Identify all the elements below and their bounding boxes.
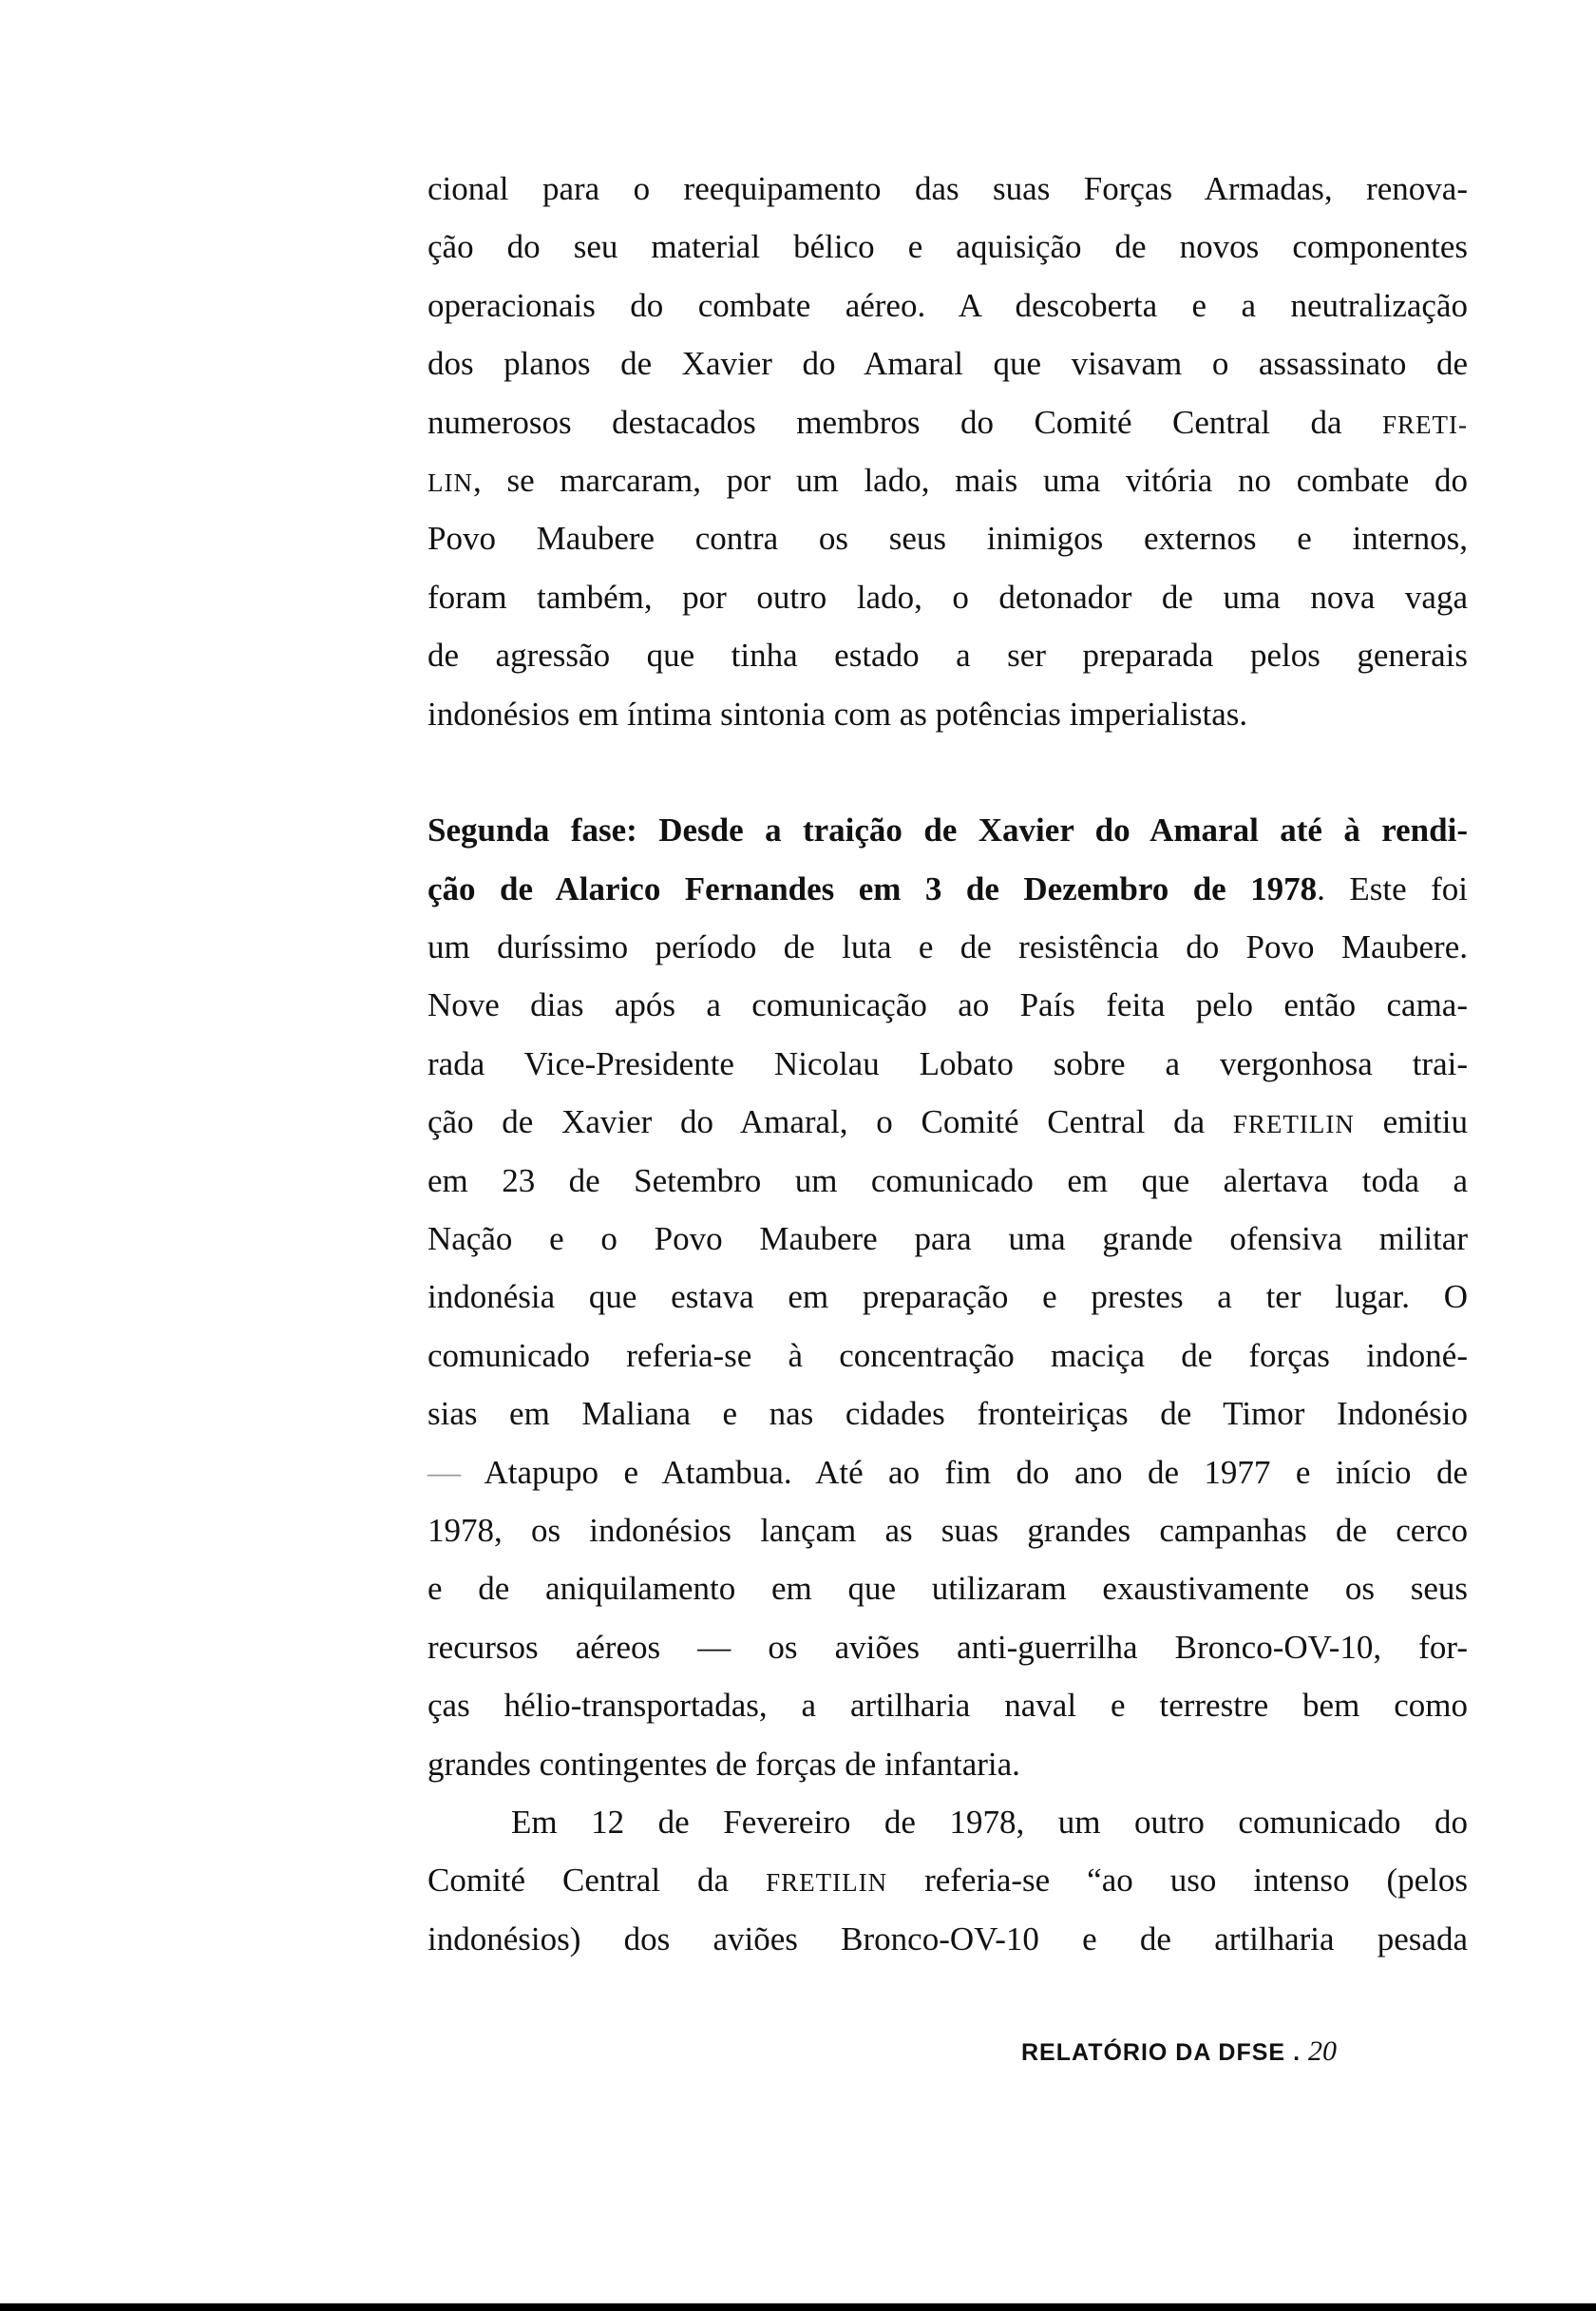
text-run: 1978, os indonésios lançam as suas grandes campanhas de cerco xyxy=(428,1511,1468,1549)
text-run: operacionais do combate aéreo. A descoberta e a neutralização xyxy=(428,286,1468,324)
text-line xyxy=(428,1793,1468,1851)
text-run: rada Vice-Presidente Nicolau Lobato sobre a vergonhosa trai- xyxy=(428,1044,1468,1082)
text-line xyxy=(428,1093,1468,1151)
text-run: foram também, por outro lado, o detonador de uma nova vaga xyxy=(428,578,1468,616)
text-run: . Este foi xyxy=(1317,869,1468,907)
text-line xyxy=(428,160,1468,218)
page-footer xyxy=(1021,2035,1337,2068)
text-run: Em 12 de Fevereiro de 1978, um outro comunicado do xyxy=(511,1803,1468,1841)
paragraph-gap xyxy=(428,743,1468,801)
text-line xyxy=(428,1152,1468,1210)
text-line xyxy=(428,685,1468,743)
paragraph xyxy=(428,1793,1468,1968)
text-line xyxy=(428,1035,1468,1093)
text-line xyxy=(428,1268,1468,1326)
text-line xyxy=(428,277,1468,334)
text-line xyxy=(428,801,1468,859)
footer-separator: . xyxy=(1293,2039,1302,2066)
small-caps-acronym: FRETILIN xyxy=(766,1868,888,1898)
text-run: ção de Xavier do Amaral, o Comité Central da xyxy=(428,1103,1233,1141)
text-line xyxy=(428,568,1468,626)
text-run: numerosos destacados membros do Comité Central da xyxy=(428,403,1382,441)
text-run: comunicado referia-se à concentração maciça de forças indoné- xyxy=(428,1336,1468,1374)
small-caps-acronym: FRETILIN xyxy=(1232,1110,1355,1139)
text-line xyxy=(428,334,1468,392)
bold-heading-text: Segunda fase: Desde a traição de Xavier do Amaral até à rendi- xyxy=(428,812,1468,850)
text-run: , se marcaram, por um lado, mais uma vitória no combate do xyxy=(472,461,1468,499)
text-run: Povo Maubere contra os seus inimigos externos e internos, xyxy=(428,520,1468,558)
text-line xyxy=(428,1501,1468,1559)
text-run: sias em Maliana e nas cidades fronteiriças de Timor Indonésio xyxy=(428,1395,1468,1433)
text-line xyxy=(428,1676,1468,1734)
text-run: em 23 de Setembro um comunicado em que alertava toda a xyxy=(428,1161,1468,1199)
text-line xyxy=(428,1735,1468,1793)
text-run: ção do seu material bélico e aquisição de novos componentes xyxy=(428,228,1468,266)
scan-edge-band xyxy=(0,2303,1596,2311)
text-run: um duríssimo período de luta e de resistência do Povo Maubere. xyxy=(428,928,1468,966)
text-run: cional para o reequipamento das suas Forças Armadas, renova- xyxy=(428,170,1468,207)
text-run: ças hélio-transportadas, a artilharia naval e terrestre bem como xyxy=(428,1687,1468,1725)
text-line xyxy=(428,1210,1468,1268)
text-run: — xyxy=(428,1453,484,1491)
text-line xyxy=(428,509,1468,567)
text-line xyxy=(428,393,1468,451)
text-line xyxy=(428,918,1468,976)
text-line xyxy=(428,1385,1468,1442)
text-run: Atapupo e Atambua. Até ao fim do ano de 1977 e início de xyxy=(484,1453,1468,1491)
text-run: Comité Central da xyxy=(428,1862,767,1900)
text-line xyxy=(428,1327,1468,1385)
text-run: indonésia que estava em preparação e prestes a ter lugar. O xyxy=(428,1278,1468,1316)
small-caps-acronym: FRETI- xyxy=(1382,410,1468,439)
text-line xyxy=(428,860,1468,918)
text-line xyxy=(428,1443,1468,1501)
section-paragraph-segunda-fase xyxy=(428,801,1468,1793)
text-line xyxy=(428,1851,1468,1909)
text-line xyxy=(428,218,1468,276)
text-line xyxy=(428,626,1468,684)
text-run: dos planos de Xavier do Amaral que visavam o assassinato de xyxy=(428,345,1468,383)
text-line xyxy=(428,976,1468,1034)
text-run: e de aniquilamento em que utilizaram exaustivamente os seus xyxy=(428,1570,1468,1608)
running-title: RELATÓRIO DA DFSE xyxy=(1021,2039,1286,2066)
text-run: recursos aéreos — os aviões anti-guerrilha Bronco-OV-10, for- xyxy=(428,1628,1468,1666)
text-column xyxy=(428,160,1468,1968)
text-run: Nação e o Povo Maubere para uma grande ofensiva militar xyxy=(428,1220,1468,1258)
small-caps-acronym: LIN xyxy=(428,468,473,497)
text-run: referia-se “ao uso intenso (pelos xyxy=(887,1862,1468,1900)
text-run: Nove dias após a comunicação ao País feita pelo então cama- xyxy=(428,986,1468,1024)
text-run: indonésios) dos aviões Bronco-OV-10 e de artilharia pesada xyxy=(428,1919,1468,1958)
text-line xyxy=(428,451,1468,509)
text-run: de agressão que tinha estado a ser preparada pelos generais xyxy=(428,637,1468,675)
text-line xyxy=(428,1618,1468,1676)
text-line xyxy=(428,1910,1468,1968)
page-number: 20 xyxy=(1307,2035,1337,2067)
text-line xyxy=(428,1559,1468,1617)
text-run: indonésios em íntima sintonia com as potências imperialistas. xyxy=(428,695,1248,733)
paragraph xyxy=(428,160,1468,743)
bold-heading-text: ção de Alarico Fernandes em 3 de Dezembro de 1978 xyxy=(428,869,1318,907)
text-run: grandes contingentes de forças de infantaria. xyxy=(428,1745,1020,1783)
text-run: emitiu xyxy=(1354,1103,1468,1141)
